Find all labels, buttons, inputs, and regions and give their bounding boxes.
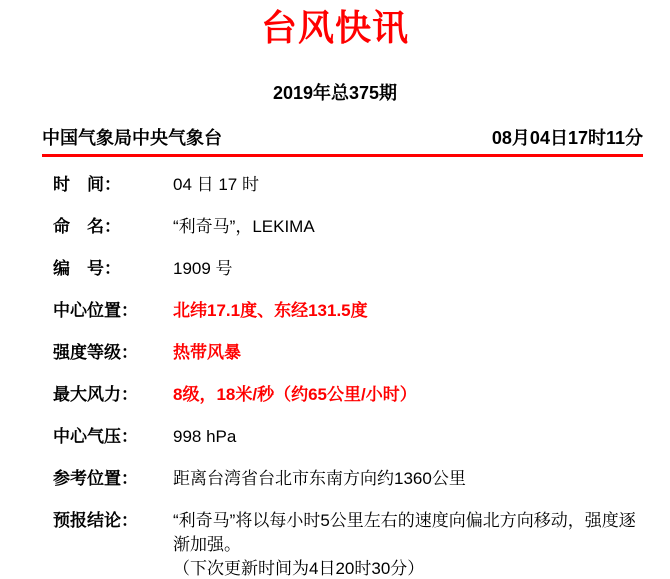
info-row-name	[53, 215, 643, 239]
field-value: 8级，18米/秒（约65公里/小时）	[173, 385, 417, 404]
field-value: “利奇马”，LEKIMA	[173, 217, 315, 236]
field-value: 998 hPa	[173, 427, 237, 446]
field-value	[173, 509, 643, 579]
info-table	[53, 173, 643, 579]
divider-line	[42, 154, 643, 157]
info-row-reference-position	[53, 467, 643, 491]
info-row-number	[53, 257, 643, 281]
issue-number: 2019年总375期	[272, 83, 398, 103]
field-label: 时 间：	[53, 175, 121, 194]
field-label: 强度等级：	[53, 343, 138, 362]
field-label: 参考位置：	[53, 469, 138, 488]
field-value: 04 日 17 时	[173, 175, 259, 194]
page-title: 台风快讯	[260, 7, 409, 48]
field-value: 热带风暴	[173, 343, 241, 362]
agency-name: 中国气象局中央气象台	[42, 128, 222, 148]
field-label: 编 号：	[53, 259, 121, 278]
report-datetime: 08月04日17时11分	[491, 128, 643, 148]
field-label: 中心气压：	[53, 427, 138, 446]
info-row-max-wind	[53, 383, 643, 407]
field-label: 中心位置：	[53, 301, 138, 320]
field-label: 预报结论：	[53, 511, 138, 530]
info-row-forecast	[53, 509, 643, 579]
field-label: 最大风力：	[53, 385, 138, 404]
info-row-intensity	[53, 341, 643, 365]
agency-header	[42, 128, 643, 148]
field-value: 北纬17.1度、东经131.5度	[173, 301, 368, 320]
info-row-time	[53, 173, 643, 197]
field-label: 命 名：	[53, 217, 121, 236]
field-value: 距离台湾省台北市东南方向约1360公里	[173, 469, 466, 488]
info-row-pressure	[53, 425, 643, 449]
info-row-center-position	[53, 299, 643, 323]
field-value: 1909 号	[173, 259, 233, 278]
next-update-note: （下次更新时间为4日20时30分）	[173, 559, 425, 578]
forecast-text: “利奇马”将以每小时5公里左右的速度向偏北方向移动，强度逐渐加强。	[173, 511, 636, 554]
